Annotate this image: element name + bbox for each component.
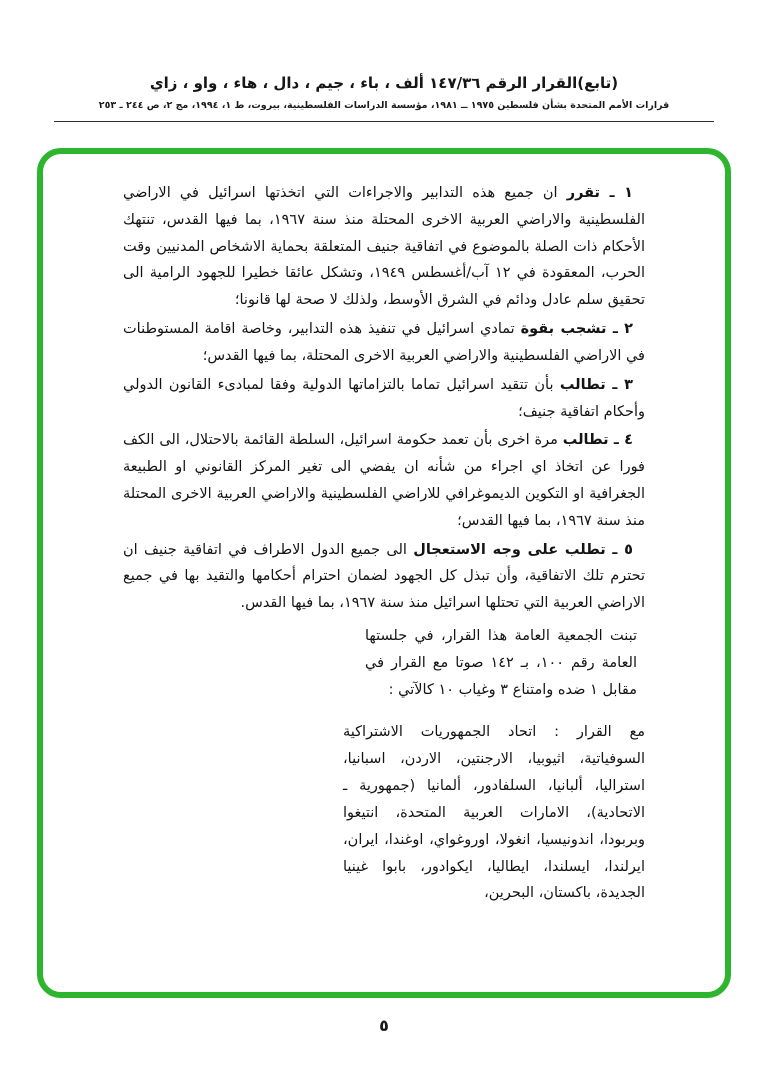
clause-2-lead: ٢ ـ تشجب بقوة [520,321,633,338]
votes-for-list: اتحاد الجمهوريات الاشتراكية السوفياتية، اثيوبيا، الارجنتين، الاردن، اسبانيا، استراليا، ألبانيا، السلفادور، ألمانيا (جمهورية ـ الاتحادية)، الامارات العربية المتحدة، انتيغوا وبربودا، اندونيسيا، انغولا، اوروغواي، اوغندا، ايران، ايرلندا، ايسلندا، ايطاليا، ايكوادور، بابوا غينيا الجديدة، باكستان، البحرين، [343,724,645,902]
resolution-clause-5 [123,537,645,617]
resolution-clause-2 [123,316,645,370]
document-title: (تابع)القرار الرقم ١٤٧/٣٦ ألف ، باء ، جيم ، دال ، هاء ، واو ، زاي [149,74,619,92]
resolution-text [43,154,725,907]
clause-5-lead: ٥ ـ تطلب على وجه الاستعجال [413,541,633,558]
resolution-clause-1 [123,180,645,314]
clause-5-text: الى جميع الدول الاطراف في اتفاقية جنيف ان تحترم تلك الاتفاقية، وأن تبذل كل الجهود لضمان احترام أحكامها والتقيد بها في جميع الاراضي العربية التي تحتلها اسرائيل منذ سنة ١٩٦٧، بما فيها القدس. [123,541,645,612]
clause-4-lead: ٤ ـ تطالب [562,432,633,449]
clause-3-text: بأن تتقيد اسرائيل تماما بالتزاماتها الدولية وفقا لمبادىء القانون الدولي وأحكام اتفاقية جنيف؛ [123,376,645,420]
resolution-clause-3 [123,372,645,426]
clause-1-text: ان جميع هذه التدابير والاجراءات التي اتخذتها اسرائيل في الاراضي الفلسطينية والاراضي العربية الاخرى المحتلة منذ سنة ١٩٦٧، بما فيها القدس، تنتهك الأحكام ذات الصلة بالموضوع في اتفاقية جنيف المتعلقة بحماية الاشخاص المدنيين وقت الحرب، المعقودة في ١٢ آب/أغسطس ١٩٤٩، وتشكل عائقا خطيرا للجهود الرامية الى تحقيق سلم عادل ودائم في الشرق الأوسط، ولذلك لا صحة لها قانونا؛ [123,185,645,309]
votes-for-paragraph [343,719,645,907]
clause-2-text: تمادي اسرائيل في تنفيذ هذه التدابير، وخاصة اقامة المستوطنات في الاراضي الفلسطينية والاراضي العربية الاخرى المحتلة، بما فيها القدس؛ [123,321,645,364]
document-header [0,0,768,122]
clause-1-lead: ١ ـ تقرر [566,185,633,201]
header-divider [54,121,714,122]
green-frame [37,148,731,998]
page-number: ٥ [379,1016,389,1035]
votes-for-label: مع القرار : [536,724,645,741]
clause-3-lead: ٣ ـ تطالب [559,376,633,393]
clause-4-text: مرة اخرى بأن تعمد حكومة اسرائيل، السلطة القائمة بالاحتلال، الى الكف فورا عن اتخاذ اي اجراء من شأنه ان يفضي الى تغير المركز القانوني او الطبيعة الجغرافية او التكوين الديموغرافي للاراضي الفلسطينية والاراضي العربية الاخرى المحتلة منذ سنة ١٩٦٧، بما فيها القدس؛ [123,432,645,529]
adoption-note: تبنت الجمعية العامة هذا القرار، في جلستها العامة رقم ١٠٠، بـ ١٤٢ صوتا مع القرار في مقابل ١ ضده وامتناع ٣ وغياب ١٠ كالآتي : [365,628,638,698]
document-source-line: قرارات الأمم المتحدة بشأن فلسطين ١٩٧٥ ــ ١٩٨١، مؤسسة الدراسات الفلسطينية، بيروت، ط ١، ١٩٩٤، مج ٢، ص ٢٤٤ ـ ٢٥٣ [98,100,670,111]
resolution-clause-4 [123,427,645,534]
